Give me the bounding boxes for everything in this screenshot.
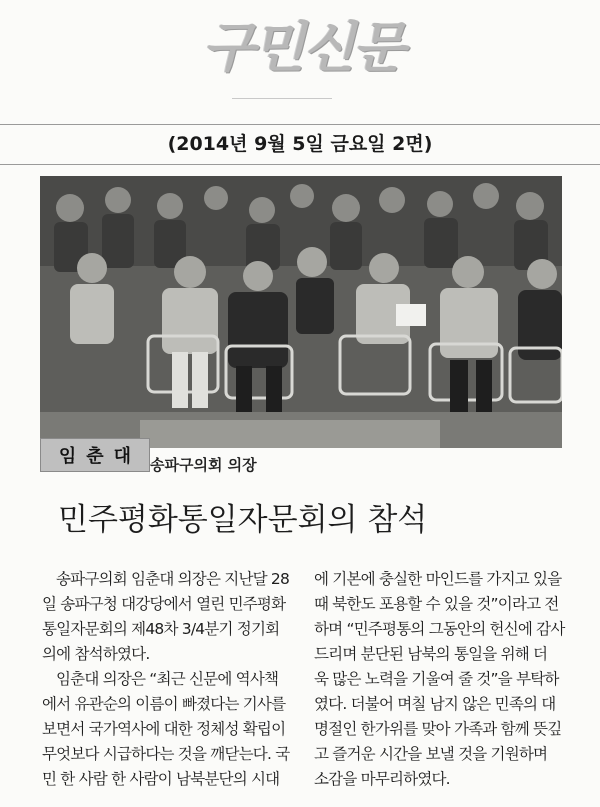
body-line: 드리며 분단된 남북의 통일을 위해 더 <box>314 645 548 663</box>
body-line: 의에 참석하였다. <box>42 645 150 663</box>
body-line: 명절인 한가위를 맞아 가족과 함께 뜻깊 <box>314 720 562 738</box>
article-headline: 민주평화통일자문회의 참석 <box>58 502 428 538</box>
masthead <box>0 0 600 120</box>
person-name-badge: 임춘대 <box>40 438 150 472</box>
logo-underline <box>232 98 332 103</box>
body-line: 때 북한도 포용할 수 있을 것”이라고 전 <box>314 595 559 613</box>
dateline: (2014년 9월 5일 금요일 2면) <box>167 133 433 155</box>
body-line: 고 즐거운 시간을 보낼 것을 기원하며 <box>314 745 548 763</box>
photo-image-icon <box>40 176 562 448</box>
newspaper-logo: 구민신문 <box>202 16 404 79</box>
body-line: 통일자문회의 제48차 3/4분기 정기회 <box>42 620 280 638</box>
person-role: 송파구의회 의장 <box>150 456 257 474</box>
body-line: 보면서 국가역사에 대한 정체성 확립이 <box>42 720 286 738</box>
body-line: 민 한 사람 한 사람이 남북분단의 시대 <box>42 770 280 788</box>
body-line: 소감을 마무리하였다. <box>314 770 450 788</box>
body-line: 송파구의회 임춘대 의장은 지난달 28 <box>56 570 290 588</box>
body-line: 욱 많은 노력을 기울여 줄 것”을 부탁하 <box>314 670 559 688</box>
dateline-divider <box>0 164 600 165</box>
body-line: 무엇보다 시급하다는 것을 깨닫는다. 국 <box>42 745 290 763</box>
body-line: 에 기본에 충실한 마인드를 가지고 있을 <box>314 570 562 588</box>
body-line: 일 송파구청 대강당에서 열린 민주평화 <box>42 595 286 613</box>
article-body-right-column <box>314 567 584 792</box>
article-body-left-column <box>42 567 312 792</box>
body-line: 임춘대 의장은 “최근 신문에 역사책 <box>56 670 279 688</box>
body-line: 에서 유관순의 이름이 빠졌다는 기사를 <box>42 695 286 713</box>
body-line: 였다. 더불어 며칠 남지 않은 민족의 대 <box>314 695 556 713</box>
body-line: 하며 “민주평통의 그동안의 헌신에 감사 <box>314 620 565 638</box>
event-photo <box>40 176 562 448</box>
